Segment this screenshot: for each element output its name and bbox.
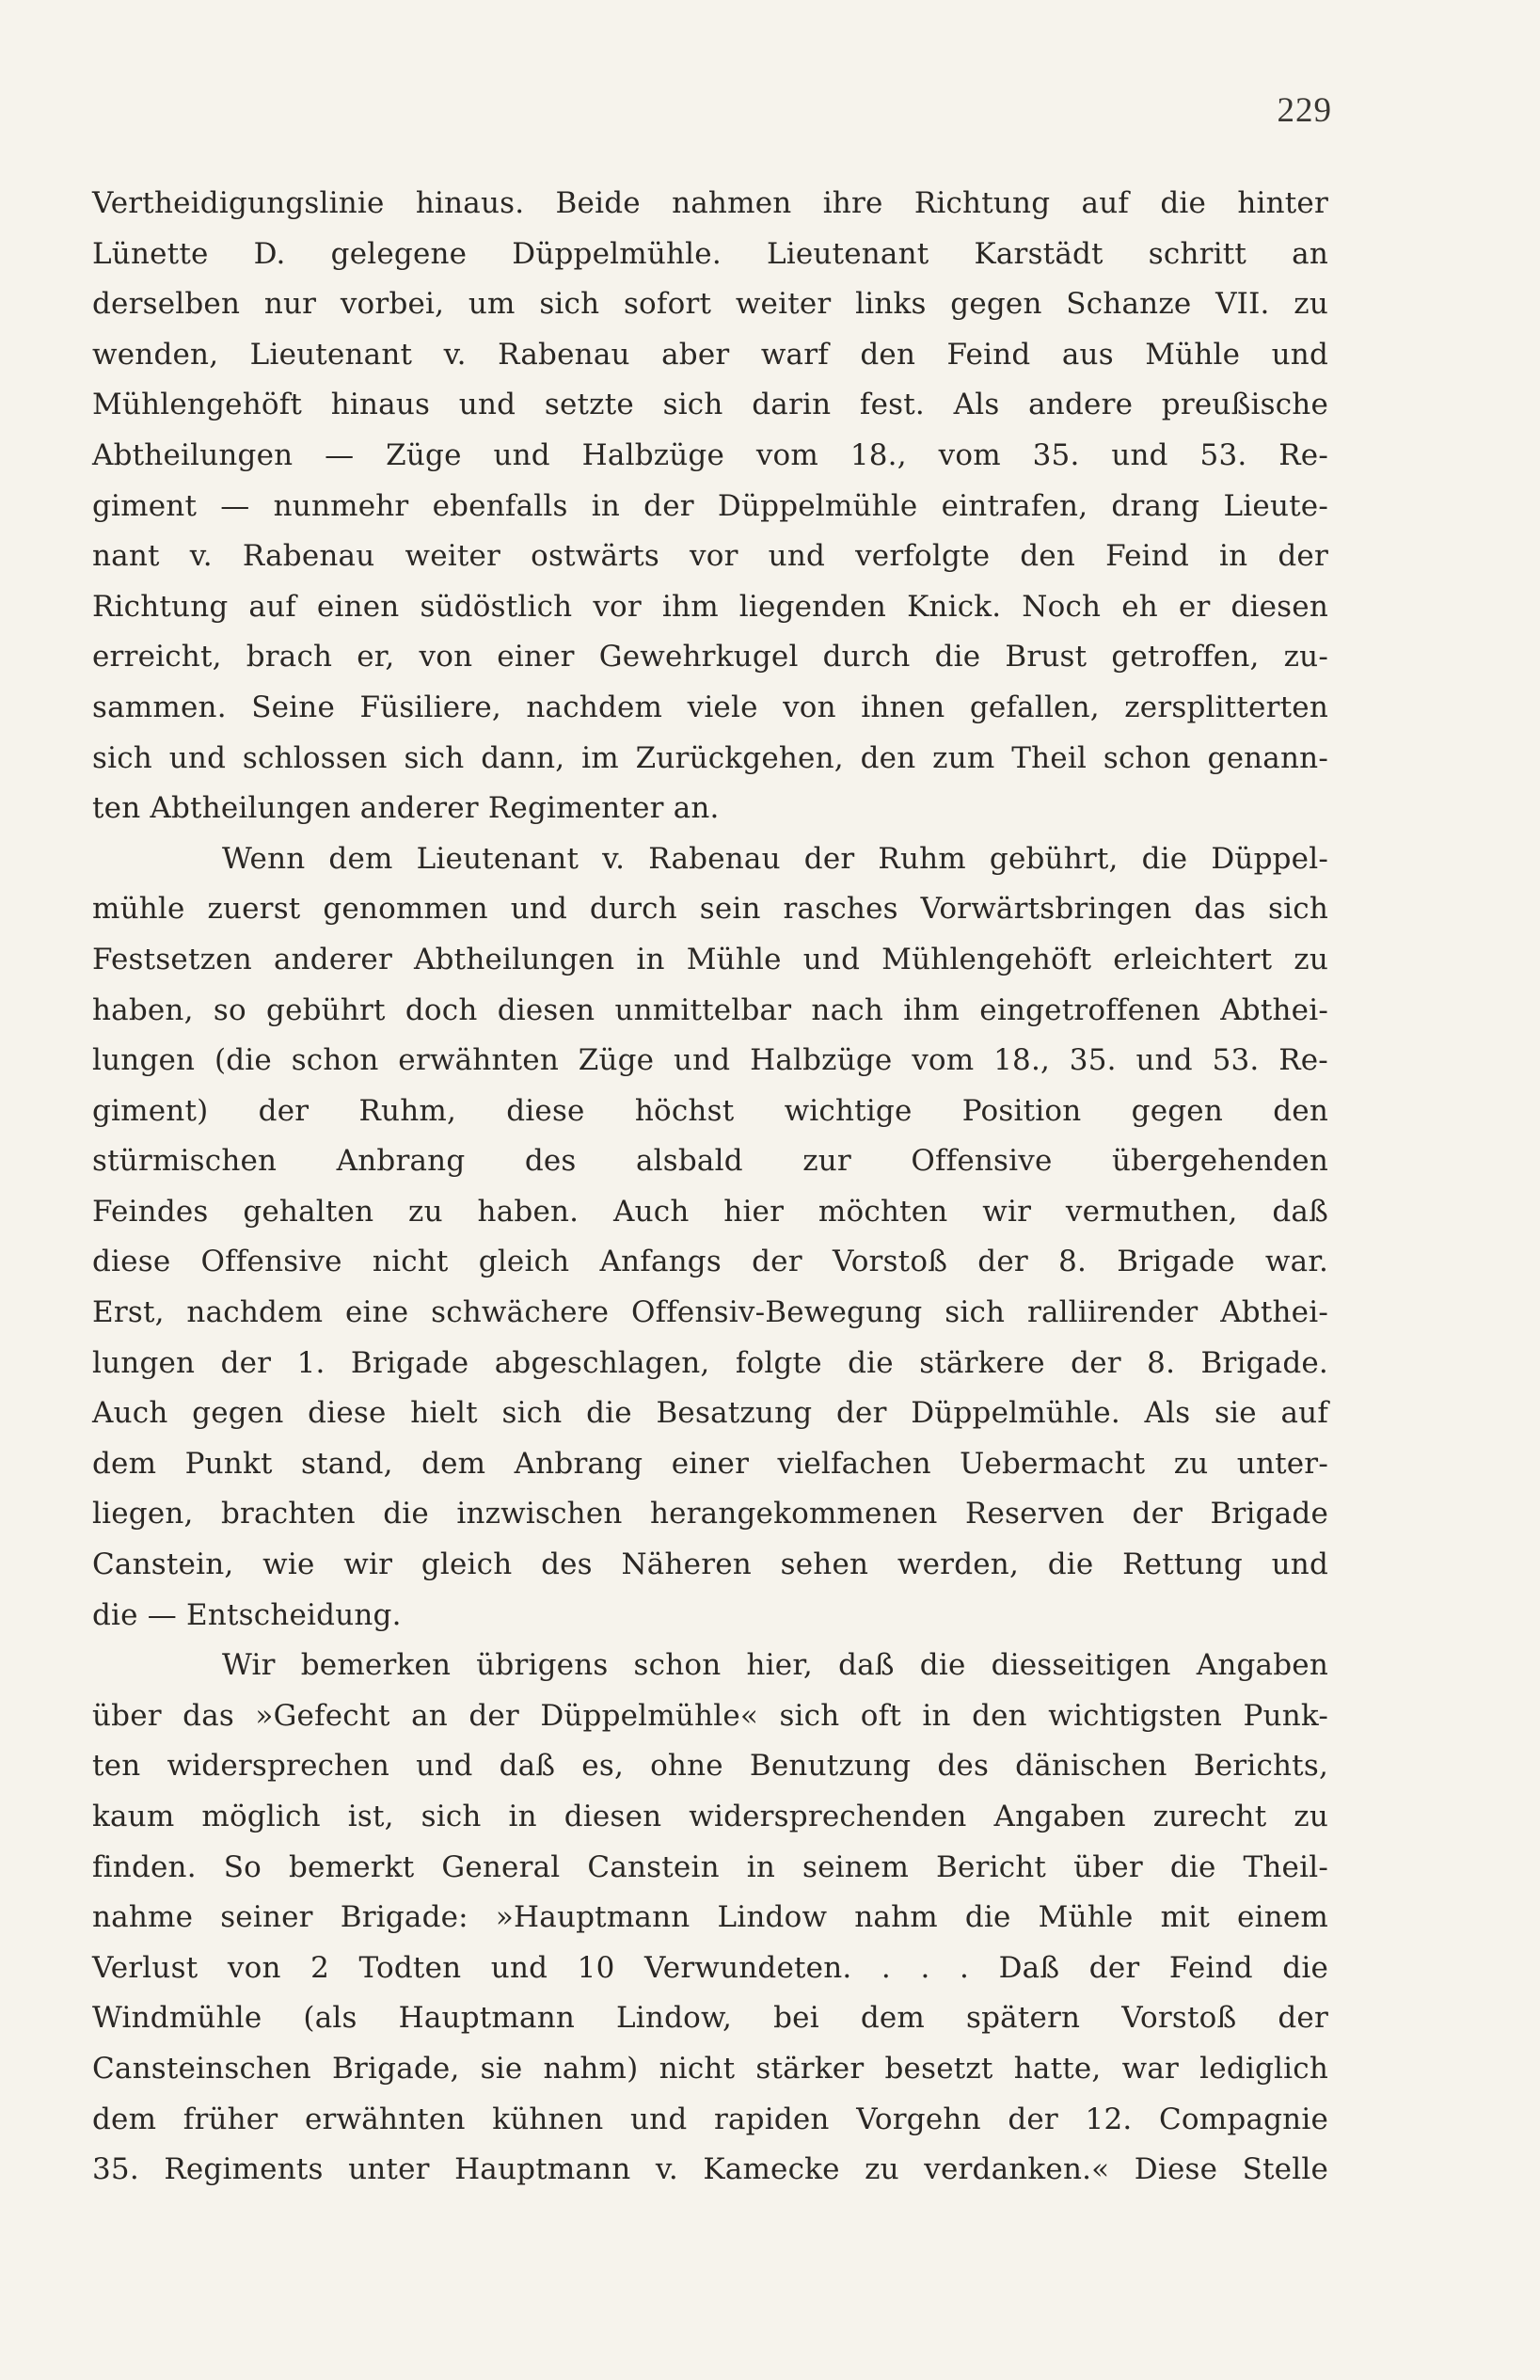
text-line: giment — nunmehr ebenfalls in der Düppelmühle eintrafen, drang Lieute- <box>92 488 1328 523</box>
text-line: erreicht, brach er, von einer Gewehrkugel durch die Brust getroffen, zu- <box>92 640 1328 674</box>
text-line: dem früher erwähnten kühnen und rapiden Vorgehn der 12. Compagnie <box>92 2102 1328 2136</box>
text-line: Lünette D. gelegene Düppelmühle. Lieutenant Karstädt schritt an <box>92 236 1328 271</box>
text-line: haben, so gebührt doch diesen unmittelbar nach ihm eingetroffenen Abthei- <box>92 992 1328 1027</box>
text-line: finden. So bemerkt General Canstein in seinem Bericht über die Theil- <box>92 1849 1328 1884</box>
text-line: Auch gegen diese hielt sich die Besatzung der Düppelmühle. Als sie auf <box>92 1396 1328 1431</box>
text-line: Canstein, wie wir gleich des Näheren sehen werden, die Rettung und <box>92 1547 1328 1582</box>
text-line: dem Punkt stand, dem Anbrang einer vielfachen Uebermacht zu unter- <box>92 1446 1328 1481</box>
text-line: die — Entscheidung. <box>92 1597 402 1632</box>
paragraph <box>92 179 1328 834</box>
text-line: sich und schlossen sich dann, im Zurückgehen, den zum Theil schon genann- <box>92 740 1328 775</box>
text-line: sammen. Seine Füsiliere, nachdem viele von ihnen gefallen, zersplitterten <box>92 690 1328 724</box>
text-line: Mühlengehöft hinaus und setzte sich darin fest. Als andere preußische <box>92 388 1328 422</box>
text-line: giment) der Ruhm, diese höchst wichtige Position gegen den <box>92 1093 1328 1128</box>
text-line: diese Offensive nicht gleich Anfangs der Vorstoß der 8. Brigade war. <box>92 1245 1328 1279</box>
text-line: über das »Gefecht an der Düppelmühle« sich oft in den wichtigsten Punk- <box>92 1698 1328 1733</box>
text-line: liegen, brachten die inzwischen herangekommenen Reserven der Brigade <box>92 1497 1328 1531</box>
text-line: Festsetzen anderer Abtheilungen in Mühle und Mühlengehöft erleichtert zu <box>92 942 1328 976</box>
text-line: Wir bemerken übrigens schon hier, daß die diesseitigen Angaben <box>222 1648 1328 1683</box>
text-line: lungen (die schon erwähnten Züge und Halbzüge vom 18., 35. und 53. Re- <box>92 1043 1328 1078</box>
text-line: Windmühle (als Hauptmann Lindow, bei dem spätern Vorstoß der <box>92 2001 1328 2036</box>
text-line: 35. Regiments unter Hauptmann v. Kamecke zu verdanken.« Diese Stelle <box>92 2152 1328 2187</box>
paragraph <box>92 834 1328 1642</box>
text-line: Feindes gehalten zu haben. Auch hier möchten wir vermuthen, daß <box>92 1194 1328 1229</box>
text-line: nant v. Rabenau weiter ostwärts vor und verfolgte den Feind in der <box>92 539 1328 574</box>
text-line: Erst, nachdem eine schwächere Offensiv-Bewegung sich ralliirender Abthei- <box>92 1295 1328 1330</box>
text-line: ten widersprechen und daß es, ohne Benutzung des dänischen Berichts, <box>92 1749 1328 1784</box>
text-line: stürmischen Anbrang des alsbald zur Offensive übergehenden <box>92 1144 1328 1179</box>
text-line: Wenn dem Lieutenant v. Rabenau der Ruhm gebührt, die Düppel- <box>222 841 1328 876</box>
text-line: mühle zuerst genommen und durch sein rasches Vorwärtsbringen das sich <box>92 892 1328 927</box>
text-line: derselben nur vorbei, um sich sofort weiter links gegen Schanze VII. zu <box>92 287 1328 322</box>
text-line: Cansteinschen Brigade, sie nahm) nicht stärker besetzt hatte, war lediglich <box>92 2051 1328 2086</box>
text-line: Richtung auf einen südöstlich vor ihm liegenden Knick. Noch eh er diesen <box>92 589 1328 624</box>
text-line: wenden, Lieutenant v. Rabenau aber warf den Feind aus Mühle und <box>92 337 1328 372</box>
text-line: lungen der 1. Brigade abgeschlagen, folgte die stärkere der 8. Brigade. <box>92 1345 1328 1380</box>
text-line: Vertheidigungslinie hinaus. Beide nahmen ihre Richtung auf die hinter <box>92 186 1328 220</box>
paragraph <box>92 1641 1328 2196</box>
text-line: Abtheilungen — Züge und Halbzüge vom 18., vom 35. und 53. Re- <box>92 437 1328 472</box>
text-line: ten Abtheilungen anderer Regimenter an. <box>92 791 720 826</box>
text-line: kaum möglich ist, sich in diesen widersprechenden Angaben zurecht zu <box>92 1800 1328 1833</box>
page-number: 229 <box>1277 91 1332 130</box>
text-line: Verlust von 2 Todten und 10 Verwundeten. . . . Daß der Feind die <box>92 1950 1328 1985</box>
text-line: nahme seiner Brigade: »Hauptmann Lindow nahm die Mühle mit einem <box>92 1900 1328 1935</box>
body-text <box>92 179 1328 2196</box>
